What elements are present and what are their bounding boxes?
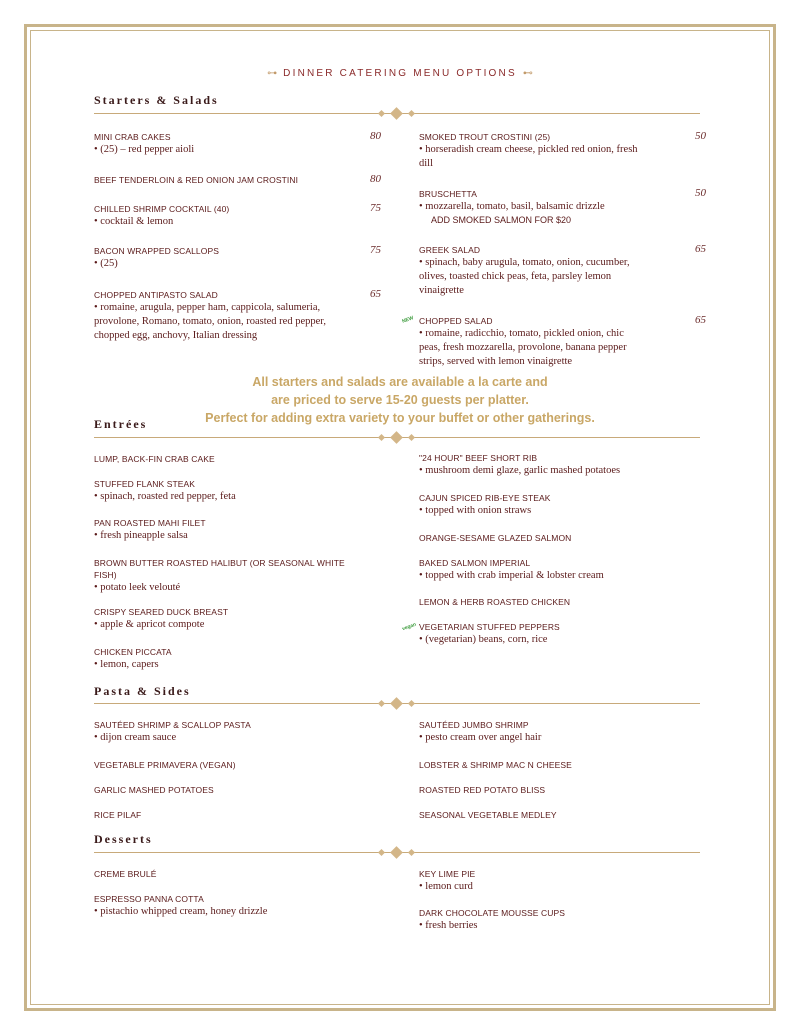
item-price: 50 — [695, 187, 706, 199]
item-name: BRUSCHETTA — [419, 189, 477, 199]
menu-item — [419, 188, 709, 227]
item-price: 80 — [370, 130, 381, 142]
item-desc: • topped with onion straws — [419, 505, 532, 516]
item-name: VEGETABLE PRIMAVERA (VEGAN) — [94, 760, 236, 770]
menu-item — [94, 245, 384, 271]
item-desc: • cocktail & lemon — [94, 216, 174, 227]
item-desc: • spinach, roasted red pepper, feta — [94, 491, 236, 502]
item-name: GREEK SALAD — [419, 245, 481, 255]
item-name: LOBSTER & SHRIMP MAC N CHEESE — [419, 760, 572, 770]
menu-header-text: DINNER CATERING MENU OPTIONS — [283, 68, 517, 79]
item-name: ROASTED RED POTATO BLISS — [419, 785, 546, 795]
menu-item — [419, 596, 709, 608]
menu-item — [419, 621, 709, 647]
note-line: Perfect for adding extra variety to your buffet or other gatherings. — [205, 411, 595, 425]
item-price: 75 — [370, 244, 381, 256]
item-desc: • mozzarella, tomato, basil, balsamic drizzle — [419, 201, 605, 212]
vegan-badge: vegan — [401, 621, 418, 633]
item-price: 65 — [695, 243, 706, 255]
item-name: SAUTÉED JUMBO SHRIMP — [419, 720, 529, 730]
menu-item — [419, 131, 645, 171]
item-price: 80 — [370, 173, 381, 185]
item-desc: • romaine, radicchio, tomato, pickled onion, chic peas, fresh mozzarella, provolone, banana pepper strips, served with lemon vinaigrette — [419, 328, 627, 367]
item-name: CHOPPED ANTIPASTO SALAD — [94, 290, 218, 300]
item-price: 65 — [370, 288, 381, 300]
item-desc: • (25) — [94, 258, 118, 269]
menu-item — [94, 759, 384, 771]
item-name: RICE PILAF — [94, 810, 142, 820]
item-desc: • apple & apricot compote — [94, 619, 205, 630]
item-addon: ADD SMOKED SALMON FOR $20 — [431, 215, 572, 225]
item-desc: • dijon cream sauce — [94, 732, 177, 743]
item-name: GARLIC MASHED POTATOES — [94, 785, 214, 795]
item-name: CRISPY SEARED DUCK BREAST — [94, 607, 229, 617]
menu-item — [419, 868, 709, 894]
item-name: CHILLED SHRIMP COCKTAIL (40) — [94, 204, 230, 214]
item-name: BROWN BUTTER ROASTED HALIBUT (OR SEASONAL WHITE FISH) — [94, 558, 345, 580]
section-divider — [94, 107, 700, 121]
menu-item — [94, 478, 384, 504]
menu-item — [419, 719, 709, 745]
item-name: BACON WRAPPED SCALLOPS — [94, 246, 220, 256]
item-price: 50 — [695, 130, 706, 142]
item-name: SMOKED TROUT CROSTINI (25) — [419, 132, 551, 142]
item-name: "24 HOUR" BEEF SHORT RIB — [419, 453, 538, 463]
menu-item — [419, 557, 709, 583]
section-title-starters: Starters & Salads — [94, 93, 219, 107]
menu-item — [94, 719, 384, 745]
section-title-desserts: Desserts — [94, 832, 153, 846]
section-divider — [94, 431, 700, 445]
menu-item — [94, 606, 384, 632]
menu-item — [419, 492, 709, 518]
menu-item — [94, 289, 326, 343]
menu-item — [419, 532, 709, 544]
item-desc: • romaine, arugula, pepper ham, cappicola, salumeria, provolone, Romano, tomato, onion, roasted red pepper, chopped egg, anchovy, Italian dressing — [94, 302, 326, 341]
item-desc: • fresh pineapple salsa — [94, 530, 188, 541]
note-line: All starters and salads are available a la carte and — [252, 375, 548, 389]
item-desc: • pesto cream over angel hair — [419, 732, 542, 743]
item-name: CHOPPED SALAD — [419, 316, 493, 326]
item-desc: • (vegetarian) beans, corn, rice — [419, 634, 548, 645]
section-title-pasta: Pasta & Sides — [94, 684, 191, 698]
menu-item — [419, 907, 709, 933]
menu-item — [94, 453, 384, 465]
menu-item — [94, 174, 384, 186]
menu-item — [94, 784, 384, 796]
menu-item — [419, 809, 709, 821]
note-line: are priced to serve 15-20 guests per platter. — [271, 393, 529, 407]
ornament-left-icon: ⊶ — [267, 68, 278, 79]
section-title-entrees: Entrées — [94, 417, 148, 431]
menu-item — [419, 244, 647, 298]
menu-item — [94, 868, 384, 880]
new-badge: NEW — [401, 315, 415, 325]
item-desc: • lemon, capers — [94, 659, 159, 670]
item-name: PAN ROASTED MAHI FILET — [94, 518, 206, 528]
menu-header — [0, 68, 800, 79]
menu-item — [419, 452, 709, 478]
item-desc: • (25) – red pepper aioli — [94, 144, 195, 155]
section-divider — [94, 697, 700, 711]
item-name: BAKED SALMON IMPERIAL — [419, 558, 531, 568]
item-name: LUMP, BACK-FIN CRAB CAKE — [94, 454, 215, 464]
item-desc: • spinach, baby arugula, tomato, onion, cucumber, olives, toasted chick peas, feta, parsley lemon vinaigrette — [419, 257, 630, 296]
item-name: SEASONAL VEGETABLE MEDLEY — [419, 810, 557, 820]
item-desc: • horseradish cream cheese, pickled red onion, fresh dill — [419, 144, 638, 169]
menu-item — [94, 557, 364, 595]
ornament-right-icon: ⊷ — [522, 68, 533, 79]
item-desc: • mushroom demi glaze, garlic mashed potatoes — [419, 465, 621, 476]
item-name: ESPRESSO PANNA COTTA — [94, 894, 204, 904]
menu-item — [94, 646, 384, 672]
item-name: CHICKEN PICCATA — [94, 647, 172, 657]
item-name: KEY LIME PIE — [419, 869, 476, 879]
menu-item — [94, 893, 384, 919]
menu-item — [419, 315, 643, 369]
item-name: MINI CRAB CAKES — [94, 132, 171, 142]
menu-item — [94, 517, 384, 543]
section-divider — [94, 846, 700, 860]
item-desc: • topped with crab imperial & lobster cream — [419, 570, 604, 581]
item-desc: • pistachio whipped cream, honey drizzle — [94, 906, 268, 917]
item-name: LEMON & HERB ROASTED CHICKEN — [419, 597, 571, 607]
item-name: ORANGE-SESAME GLAZED SALMON — [419, 533, 572, 543]
menu-item — [94, 203, 384, 229]
item-price: 65 — [695, 314, 706, 326]
menu-item — [94, 809, 384, 821]
item-name: CREME BRULÉ — [94, 869, 157, 879]
item-name: VEGETARIAN STUFFED PEPPERS — [419, 622, 560, 632]
menu-item — [94, 131, 384, 157]
item-name: DARK CHOCOLATE MOUSSE CUPS — [419, 908, 566, 918]
item-name: BEEF TENDERLOIN & RED ONION JAM CROSTINI — [94, 175, 299, 185]
item-price: 75 — [370, 202, 381, 214]
item-name: SAUTÉED SHRIMP & SCALLOP PASTA — [94, 720, 251, 730]
item-desc: • fresh berries — [419, 920, 478, 931]
item-name: STUFFED FLANK STEAK — [94, 479, 196, 489]
item-desc: • potato leek velouté — [94, 582, 181, 593]
menu-item — [419, 784, 709, 796]
item-name: CAJUN SPICED RIB-EYE STEAK — [419, 493, 551, 503]
item-desc: • lemon curd — [419, 881, 473, 892]
menu-item — [419, 759, 709, 771]
